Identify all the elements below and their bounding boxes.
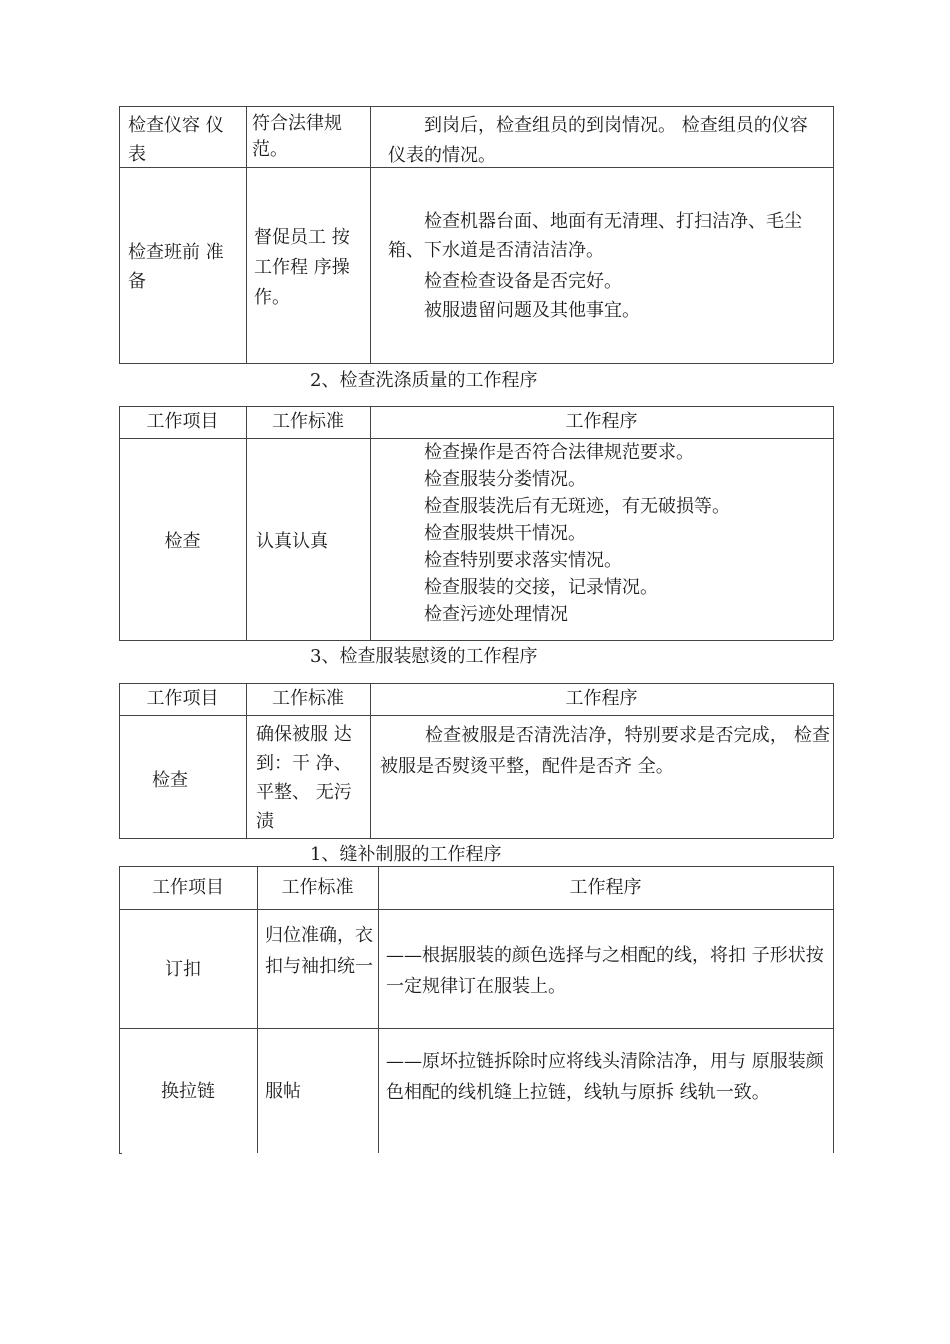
- table-4-row-2-item: 换拉链: [161, 1081, 215, 1102]
- table-2-procedure-line: 检查操作是否符合法律规范要求。: [424, 442, 694, 463]
- table-2-header-procedure: 工作程序: [565, 411, 638, 432]
- table-4-header-procedure: 工作程序: [569, 877, 642, 898]
- table-2-row-standard: 认真认真: [256, 531, 328, 552]
- section-2-caption: 2、检查洗涤质量的工作程序: [310, 370, 538, 391]
- table-1-row-2-procedure-3: 被服遗留问题及其他事宜。: [424, 300, 640, 321]
- table-3-row-item: 检查: [152, 770, 188, 791]
- table-4-header-standard: 工作标准: [281, 877, 354, 898]
- table-4-row-2-procedure: ——原坏拉链拆除时应将线头清除洁净，用与 原服装颜色相配的线机缝上拉链，线轨与原拆 线轨一致。: [386, 1051, 824, 1103]
- table-1-row-1-standard: 符合法律规范。: [252, 113, 342, 160]
- table-1-row-2-procedure-2: 检查检查设备是否完好。: [424, 271, 622, 292]
- table-4-header-item: 工作项目: [152, 877, 224, 898]
- table-3-header-item: 工作项目: [146, 688, 219, 709]
- table-3-header-procedure: 工作程序: [565, 688, 638, 709]
- table-3-row-standard: 确保被服 达到：干 净、平整、 无污渍: [256, 724, 352, 832]
- table-1-row-2-item: 检查班前 准备: [128, 242, 224, 292]
- table-2-procedure-line: 检查污迹处理情况: [424, 604, 568, 625]
- table-4-row-1-procedure: ——根据服装的颜色选择与之相配的线，将扣 子形状按一定规律订在服装上。: [386, 945, 824, 997]
- table-1-row-1-item: 检查仪容 仪表: [128, 115, 224, 165]
- table-1-row-1-procedure: 到岗后，检查组员的到岗情况。 检查组员的仪容仪表的情况。: [388, 115, 808, 166]
- section-1b-caption: 1、缝补制服的工作程序: [310, 844, 502, 865]
- table-3-row-procedure: 检查被服是否清洗洁净，特别要求是否完成， 检查被服是否熨烫平整，配件是否齐 全。: [380, 725, 830, 777]
- table-2-header-standard: 工作标准: [272, 411, 344, 432]
- table-4-row-1-item: 订扣: [165, 959, 201, 980]
- table-2-procedure-line: 检查服装洗后有无斑迹，有无破损等。: [424, 496, 730, 517]
- table-1-row-2-standard: 督促员工 按工作程 序操作。: [254, 227, 350, 308]
- table-3-header-standard: 工作标准: [272, 688, 344, 709]
- table-2-procedure-line: 检查特别要求落实情况。: [424, 550, 622, 571]
- table-2-procedure-line: 检查服装分娄情况。: [424, 469, 586, 490]
- section-3-caption: 3、检查服装慰烫的工作程序: [310, 646, 538, 667]
- table-4-row-2-standard: 服帖: [265, 1081, 301, 1102]
- table-4-row-1-standard: 归位准确，衣扣与袖扣统一: [265, 925, 373, 977]
- table-1-row-2-procedure-1: 检查机器台面、地面有无清理、打扫洁净、毛尘箱、下水道是否清洁洁净。: [388, 211, 802, 261]
- table-2-procedure-line: 检查服装烘干情况。: [424, 523, 586, 544]
- table-2-header-item: 工作项目: [146, 411, 219, 432]
- table-2-row-item: 检查: [164, 531, 201, 552]
- table-2-procedure-line: 检查服装的交接，记录情况。: [424, 577, 658, 598]
